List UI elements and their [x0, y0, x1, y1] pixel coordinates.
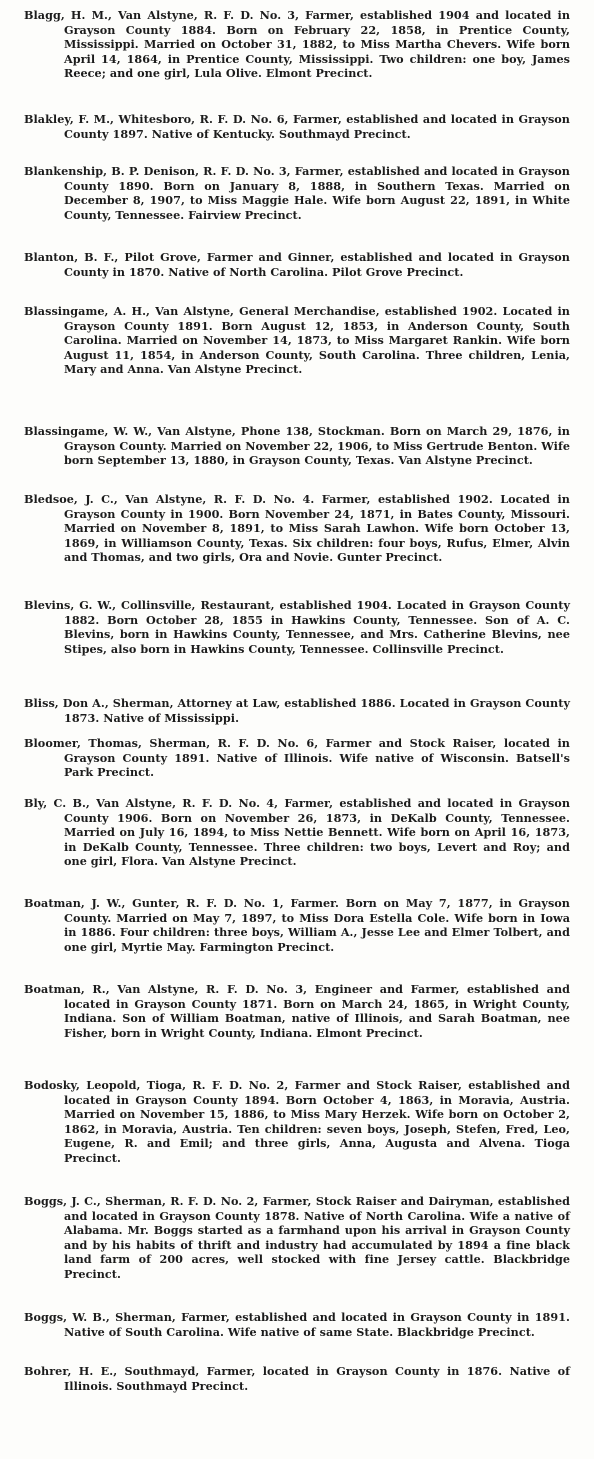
entry-blanton: Blanton, B. F., Pilot Grove, Farmer and Ginner, established and located in Grayson County in 1870. Native of North Carolina. Pilot Grove Precinct.	[24, 250, 570, 279]
entry-blagg: Blagg, H. M., Van Alstyne, R. F. D. No. 3, Farmer, established 1904 and located in Grayson County 1884. Born on February 22, 1858, in Prentice County, Mississippi. Married on October 31, 1882, to Miss Martha Chevers. Wife born April 14, 1864, in Prentice County, Mississippi. Two children: one boy, James Reece; and one girl, Lula Olive. Elmont Precinct.	[24, 8, 570, 81]
entry-blassingame-ww: Blassingame, W. W., Van Alstyne, Phone 138, Stockman. Born on March 29, 1876, in Grayson County. Married on November 22, 1906, to Miss Gertrude Benton. Wife born September 13, 1880, in Grayson County, Texas. Van Alstyne Precinct.	[24, 424, 570, 468]
entry-boatman-jw: Boatman, J. W., Gunter, R. F. D. No. 1, Farmer. Born on May 7, 1877, in Grayson County. Married on May 7, 1897, to Miss Dora Estella Cole. Wife born in Iowa in 1886. Four children: three boys, William A., Jesse Lee and Elmer Tolbert, and one girl, Myrtie May. Farmington Precinct.	[24, 896, 570, 954]
entry-blakley: Blakley, F. M., Whitesboro, R. F. D. No. 6, Farmer, established and located in Grayson County 1897. Native of Kentucky. Southmayd Precinct.	[24, 112, 570, 141]
entry-bliss: Bliss, Don A., Sherman, Attorney at Law, established 1886. Located in Grayson County 1873. Native of Mississippi.	[24, 696, 570, 725]
entry-bohrer: Bohrer, H. E., Southmayd, Farmer, located in Grayson County in 1876. Native of Illinois. Southmayd Precinct.	[24, 1364, 570, 1393]
entry-bly: Bly, C. B., Van Alstyne, R. F. D. No. 4, Farmer, established and located in Grayson County 1906. Born on November 26, 1873, in DeKalb County, Tennessee. Married on July 16, 1894, to Miss Nettie Bennett. Wife born on April 16, 1873, in DeKalb County, Tennessee. Three children: two boys, Levert and Roy; and one girl, Flora. Van Alstyne Precinct.	[24, 796, 570, 869]
entry-bledsoe: Bledsoe, J. C., Van Alstyne, R. F. D. No. 4. Farmer, established 1902. Located in Grayson County in 1900. Born November 24, 1871, in Bates County, Missouri. Married on November 8, 1891, to Miss Sarah Lawhon. Wife born October 13, 1869, in Williamson County, Texas. Six children: four boys, Rufus, Elmer, Alvin and Thomas, and two girls, Ora and Novie. Gunter Precinct.	[24, 492, 570, 565]
entry-bodosky: Bodosky, Leopold, Tioga, R. F. D. No. 2, Farmer and Stock Raiser, established and located in Grayson County 1894. Born October 4, 1863, in Moravia, Austria. Married on November 15, 1886, to Miss Mary Herzek. Wife born on October 2, 1862, in Moravia, Austria. Ten children: seven boys, Joseph, Stefen, Fred, Leo, Eugene, R. and Emil; and three girls, Anna, Augusta and Alvena. Tioga Precinct.	[24, 1078, 570, 1165]
entry-bloomer: Bloomer, Thomas, Sherman, R. F. D. No. 6, Farmer and Stock Raiser, located in Grayson County 1891. Native of Illinois. Wife native of Wisconsin. Batsell's Park Precinct.	[24, 736, 570, 780]
entry-blankenship: Blankenship, B. P. Denison, R. F. D. No. 3, Farmer, established and located in Grayson County 1890. Born on January 8, 1888, in Southern Texas. Married on December 8, 1907, to Miss Maggie Hale. Wife born August 22, 1891, in White County, Tennessee. Fairview Precinct.	[24, 164, 570, 222]
entry-blevins: Blevins, G. W., Collinsville, Restaurant, established 1904. Located in Grayson County 1882. Born October 28, 1855 in Hawkins County, Tennessee. Son of A. C. Blevins, born in Hawkins County, Tennessee, and Mrs. Catherine Blevins, nee Stipes, also born in Hawkins County, Tennessee. Collinsville Precinct.	[24, 598, 570, 656]
entry-boggs-wb: Boggs, W. B., Sherman, Farmer, established and located in Grayson County in 1891. Native of South Carolina. Wife native of same State. Blackbridge Precinct.	[24, 1310, 570, 1339]
entry-boggs-jc: Boggs, J. C., Sherman, R. F. D. No. 2, Farmer, Stock Raiser and Dairyman, established and located in Grayson County 1878. Native of North Carolina. Wife a native of Alabama. Mr. Boggs started as a farmhand upon his arrival in Grayson County and by his habits of thrift and industry had accumulated by 1894 a fine black land farm of 200 acres, well stocked with fine Jersey cattle. Blackbridge Precinct.	[24, 1194, 570, 1281]
entry-boatman-r: Boatman, R., Van Alstyne, R. F. D. No. 3, Engineer and Farmer, established and located in Grayson County 1871. Born on March 24, 1865, in Wright County, Indiana. Son of William Boatman, native of Illinois, and Sarah Boatman, nee Fisher, born in Wright County, Indiana. Elmont Precinct.	[24, 982, 570, 1040]
entry-blassingame-ah: Blassingame, A. H., Van Alstyne, General Merchandise, established 1902. Located in Grayson County 1891. Born August 12, 1853, in Anderson County, South Carolina. Married on November 14, 1873, to Miss Margaret Rankin. Wife born August 11, 1854, in Anderson County, South Carolina. Three children, Lenia, Mary and Anna. Van Alstyne Precinct.	[24, 304, 570, 377]
